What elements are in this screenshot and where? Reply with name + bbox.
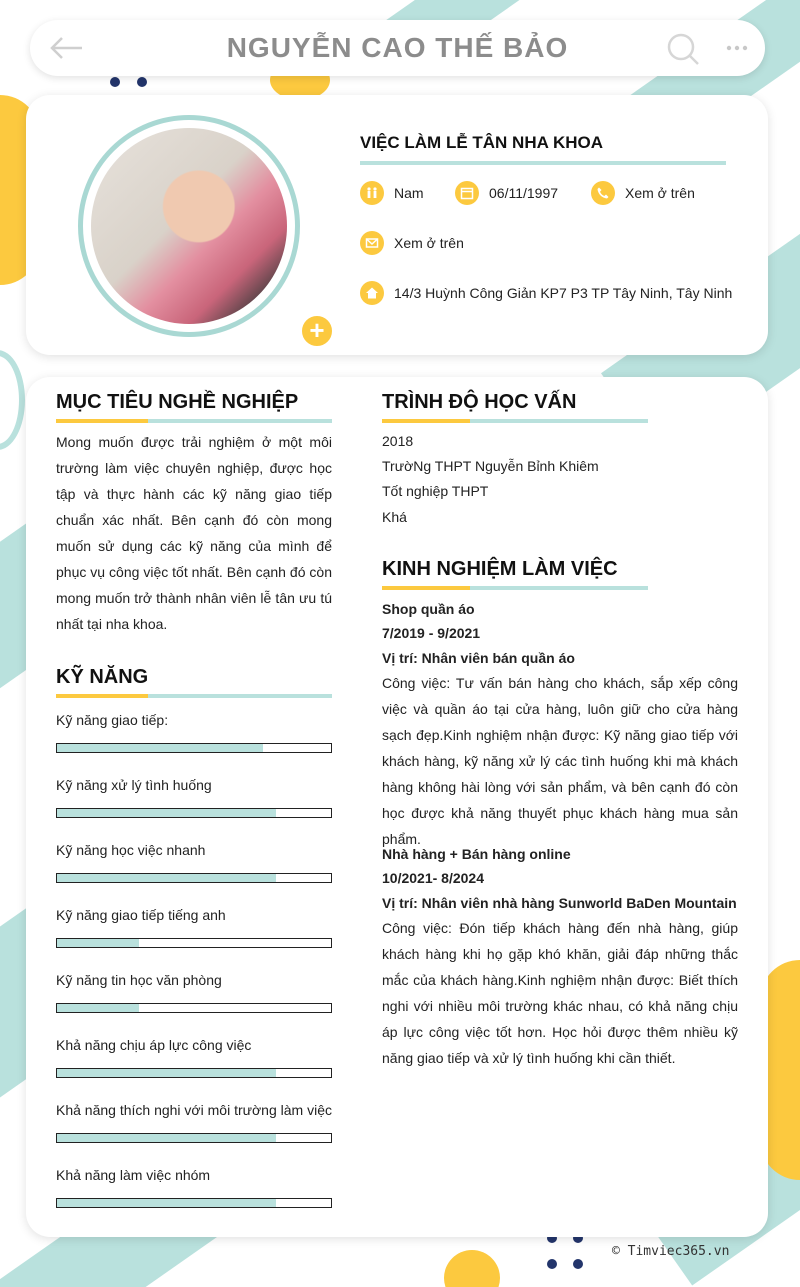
skill-level-bar <box>56 1068 332 1078</box>
phone-value: Xem ở trên <box>625 185 695 201</box>
skill-level-fill <box>57 1069 276 1077</box>
education-grade: Khá <box>382 509 407 525</box>
skill-level-bar <box>56 873 332 883</box>
job-period: 7/2019 - 9/2021 <box>382 625 481 641</box>
job-description: Công việc: Tư vấn bán hàng cho khách, sắp xếp công việc và quần áo tại cửa hàng, luôn giữ cho cửa hàng sạch đẹp.Kinh nghiệm nhận được: Kỹ năng giao tiếp với khách hàng, kỹ năng xử lý các tình huống khi mà khách hàng không hài lòng với sản phẩm, và bên cạnh đó còn học được khả năng thuyết phục khách hàng mua sản phẩm. <box>382 675 738 847</box>
skill-label: Kỹ năng giao tiếp: <box>56 712 169 728</box>
gender-icon <box>360 181 384 205</box>
education-school: TrườNg THPT Nguyễn Bỉnh Khiêm <box>382 458 599 474</box>
education-title: TRÌNH ĐỘ HỌC VẤN <box>382 391 577 413</box>
skill-label: Kỹ năng tin học văn phòng <box>56 972 222 988</box>
education-underline <box>382 419 648 423</box>
skills-title: KỸ NĂNG <box>56 666 149 688</box>
skills-underline <box>56 694 332 698</box>
job-position: Vị trí: Nhân viên bán quần áo <box>382 650 575 666</box>
skill-level-fill <box>57 809 276 817</box>
experience-title: KINH NGHIỆM LÀM VIỆC <box>382 558 618 580</box>
header-bar <box>30 20 765 76</box>
job-period: 10/2021- 8/2024 <box>382 870 484 886</box>
skill-level-bar <box>56 938 332 948</box>
phone-info <box>591 181 695 205</box>
address-value: 14/3 Huỳnh Công Giản KP7 P3 TP Tây Ninh, Tây Ninh <box>394 285 733 301</box>
objective-title: MỤC TIÊU NGHỀ NGHIỆP <box>56 391 299 413</box>
job-title: VIỆC LÀM LỄ TÂN NHA KHOA <box>360 133 604 152</box>
email-info <box>360 231 464 255</box>
home-icon <box>360 281 384 305</box>
skill-level-fill <box>57 874 276 882</box>
copyright-text: © Timviec365.vn <box>612 1244 730 1259</box>
gender-info <box>360 181 424 205</box>
cv-main-card <box>26 377 768 1237</box>
education-degree: Tốt nghiệp THPT <box>382 483 489 499</box>
job-title-underline <box>360 161 726 165</box>
skill-label: Kỹ năng giao tiếp tiếng anh <box>56 907 226 923</box>
address-info <box>360 281 732 305</box>
job-position: Vị trí: Nhân viên nhà hàng Sunworld BaDen Mountain <box>382 895 737 911</box>
email-icon <box>360 231 384 255</box>
skill-level-fill <box>57 744 263 752</box>
skill-label: Khả năng làm việc nhóm <box>56 1167 211 1183</box>
job-company: Shop quần áo <box>382 601 475 617</box>
experience-underline <box>382 586 648 590</box>
more-icon[interactable] <box>726 38 748 58</box>
plus-icon[interactable]: + <box>299 313 335 349</box>
skill-level-bar <box>56 1133 332 1143</box>
skill-level-fill <box>57 1004 139 1012</box>
email-value: Xem ở trên <box>394 235 464 251</box>
skill-label: Khả năng chịu áp lực công việc <box>56 1037 252 1053</box>
skill-label: Kỹ năng học việc nhanh <box>56 842 206 858</box>
skill-level-bar <box>56 1003 332 1013</box>
birthday-info <box>455 181 558 205</box>
objective-text: Mong muốn được trải nghiệm ở một môi trường làm việc chuyên nghiệp, được học tập và thực hành các kỹ năng giao tiếp chuẩn xác nhất. Bên cạnh đó còn mong muốn sử dụng các kỹ năng của mình để phục vụ công việc tốt nhất. Bên cạnh đó còn mong muốn trở thành nhân viên lễ tân ưu tú nhất tại nha khoa. <box>56 434 332 632</box>
objective-underline <box>56 419 332 423</box>
avatar-frame <box>78 115 325 345</box>
calendar-icon <box>455 181 479 205</box>
skill-level-bar <box>56 743 332 753</box>
skill-level-bar <box>56 1198 332 1208</box>
avatar <box>91 128 287 324</box>
skill-level-fill <box>57 1134 276 1142</box>
education-year: 2018 <box>382 433 414 449</box>
job-description: Công việc: Đón tiếp khách hàng đến nhà hàng, giúp khách hàng khi họ gặp khó khăn, giải đáp những thắc mắc của khách hàng.Kinh nghiệm nhận được: Biết thích nghi với nhiều môi trường khác nhau, có khả năng chịu áp lực công việc tốt hơn. Học hỏi được thêm nhiều kỹ năng giao tiếp và xử lý tình huống khi cần thiết. <box>382 920 738 1066</box>
skill-level-fill <box>57 939 139 947</box>
skill-label: Khả năng thích nghi với môi trường làm việc <box>56 1102 332 1118</box>
job-company: Nhà hàng + Bán hàng online <box>382 846 571 862</box>
gender-value: Nam <box>394 185 424 201</box>
birthday-value: 06/11/1997 <box>489 185 559 201</box>
back-arrow-icon[interactable] <box>48 34 84 62</box>
skill-level-fill <box>57 1199 276 1207</box>
search-icon[interactable] <box>666 32 700 66</box>
phone-icon <box>591 181 615 205</box>
profile-card <box>26 95 768 355</box>
skill-label: Kỹ năng xử lý tình huống <box>56 777 212 793</box>
candidate-name: NGUYỄN CAO THẾ BẢO <box>226 32 569 63</box>
skill-level-bar <box>56 808 332 818</box>
